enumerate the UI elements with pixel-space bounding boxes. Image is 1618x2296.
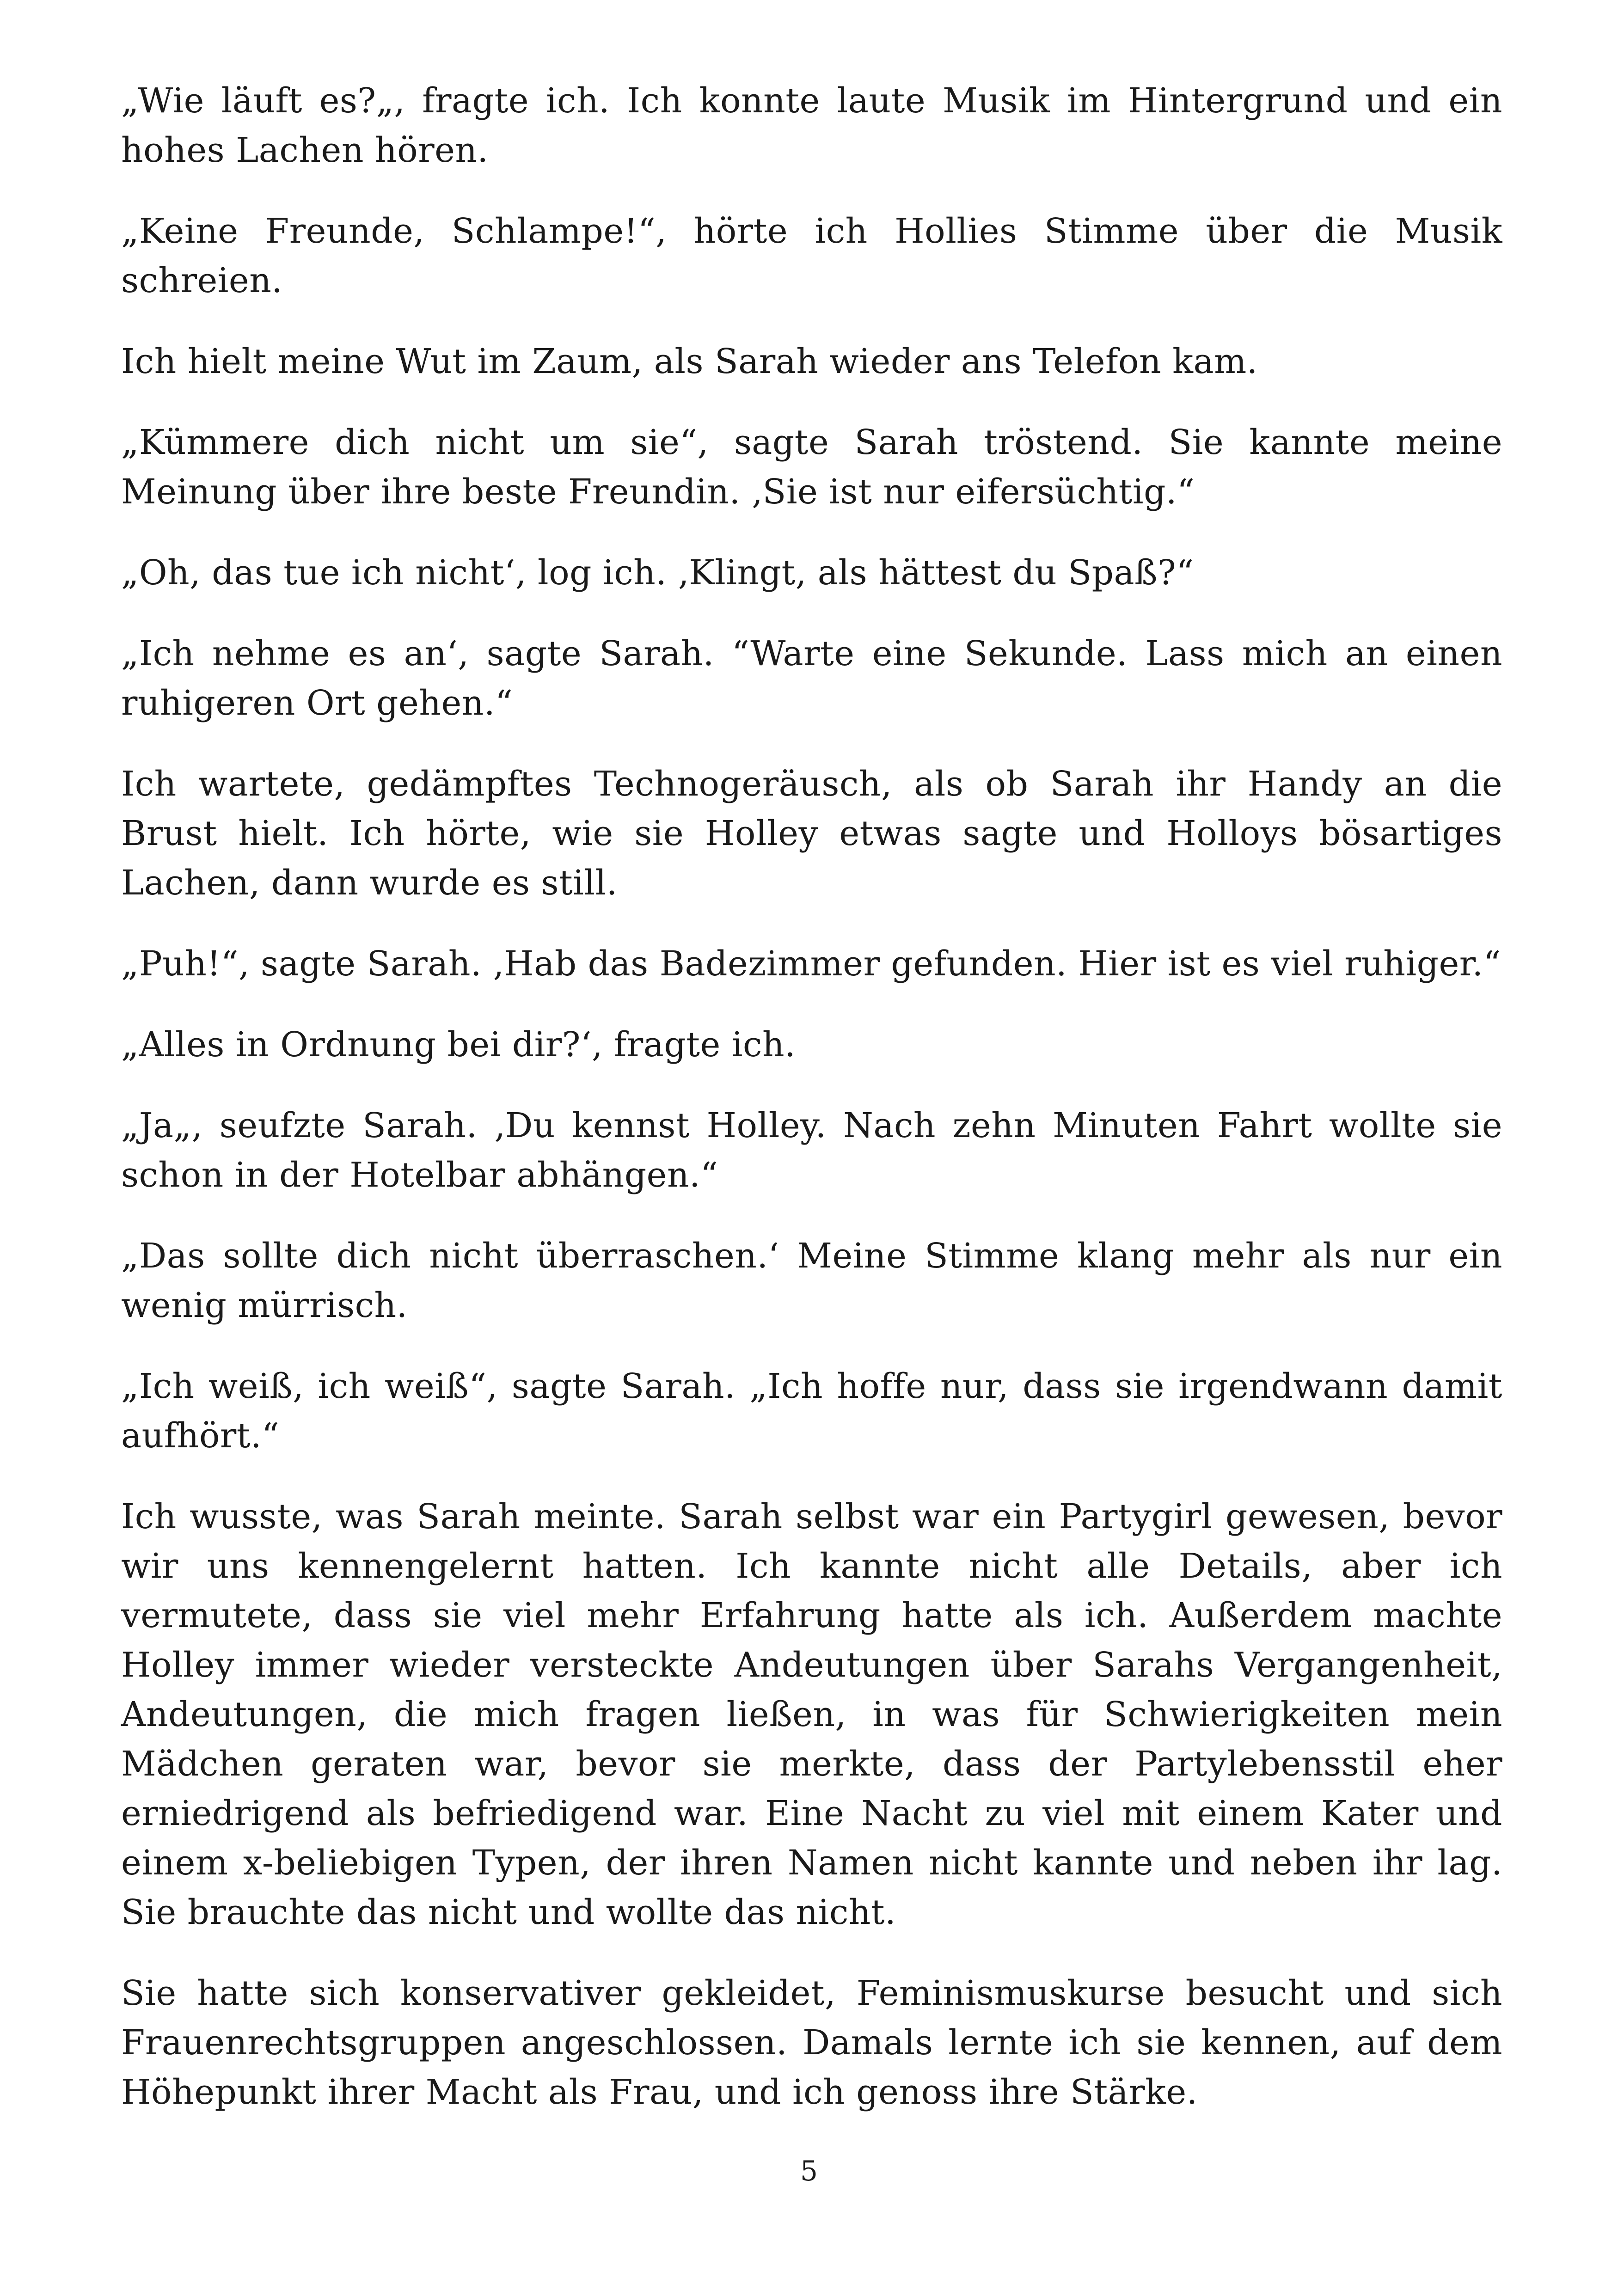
- paragraph-3: Ich hielt meine Wut im Zaum, als Sarah wieder ans Telefon kam.: [121, 342, 1258, 381]
- paragraph-13: Ich wusste, was Sarah meinte. Sarah selbst war ein Partygirl gewesen, bevor wir uns kennengelernt hatten. Ich kannte nicht alle Details, aber ich vermutete, dass sie viel mehr Erfahrung hatte als ich. Außerdem machte Holley immer wieder versteckte Andeutungen über Sarahs Vergangenheit, Andeutungen, die mich fragen ließen, in was für Schwierigkeiten mein Mädchen geraten war, bevor sie merkte, dass der Partylebensstil eher erniedrigend als befriedigend war. Eine Nacht zu viel mit einem Kater und einem x-beliebigen Typen, der ihren Namen nicht kannte und neben ihr lag. Sie brauchte das nicht und wollte das nicht.: [121, 1497, 1502, 1932]
- paragraph-7: Ich wartete, gedämpftes Technogeräusch, als ob Sarah ihr Handy an die Brust hielt. Ich hörte, wie sie Holley etwas sagte und Holloys bösartiges Lachen, dann wurde es still.: [121, 764, 1502, 903]
- body-text: [121, 76, 1502, 2149]
- paragraph-5: „Oh, das tue ich nicht‘, log ich. ‚Klingt, als hättest du Spaß?“: [121, 553, 1194, 593]
- paragraph-11: „Das sollte dich nicht überraschen.‘ Meine Stimme klang mehr als nur ein wenig mürrisch.: [121, 1236, 1502, 1325]
- paragraph-4: „Kümmere dich nicht um sie“, sagte Sarah tröstend. Sie kannte meine Meinung über ihre beste Freundin. ‚Sie ist nur eifersüchtig.“: [121, 422, 1502, 512]
- paragraph-8: „Puh!“, sagte Sarah. ‚Hab das Badezimmer gefunden. Hier ist es viel ruhiger.“: [121, 944, 1501, 984]
- paragraph-14: Sie hatte sich konservativer gekleidet, Feminismuskurse besucht und sich Frauenrechtsgruppen angeschlossen. Damals lernte ich sie kennen, auf dem Höhepunkt ihrer Macht als Frau, und ich genoss ihre Stärke.: [121, 1973, 1502, 2112]
- page-number: 5: [800, 2155, 818, 2187]
- paragraph-6: „Ich nehme es an‘, sagte Sarah. “Warte eine Sekunde. Lass mich an einen ruhigeren Ort gehen.“: [121, 634, 1502, 723]
- paragraph-1: „Wie läuft es?„, fragte ich. Ich konnte laute Musik im Hintergrund und ein hohes Lachen hören.: [121, 81, 1502, 170]
- paragraph-9: „Alles in Ordnung bei dir?‘, fragte ich.: [121, 1025, 796, 1065]
- paragraph-10: „Ja„, seufzte Sarah. ‚Du kennst Holley. Nach zehn Minuten Fahrt wollte sie schon in der Hotelbar abhängen.“: [121, 1106, 1502, 1195]
- paragraph-12: „Ich weiß, ich weiß“, sagte Sarah. „Ich hoffe nur, dass sie irgendwann damit aufhört.“: [121, 1366, 1502, 1456]
- paragraph-2: „Keine Freunde, Schlampe!“, hörte ich Hollies Stimme über die Musik schreien.: [121, 211, 1502, 300]
